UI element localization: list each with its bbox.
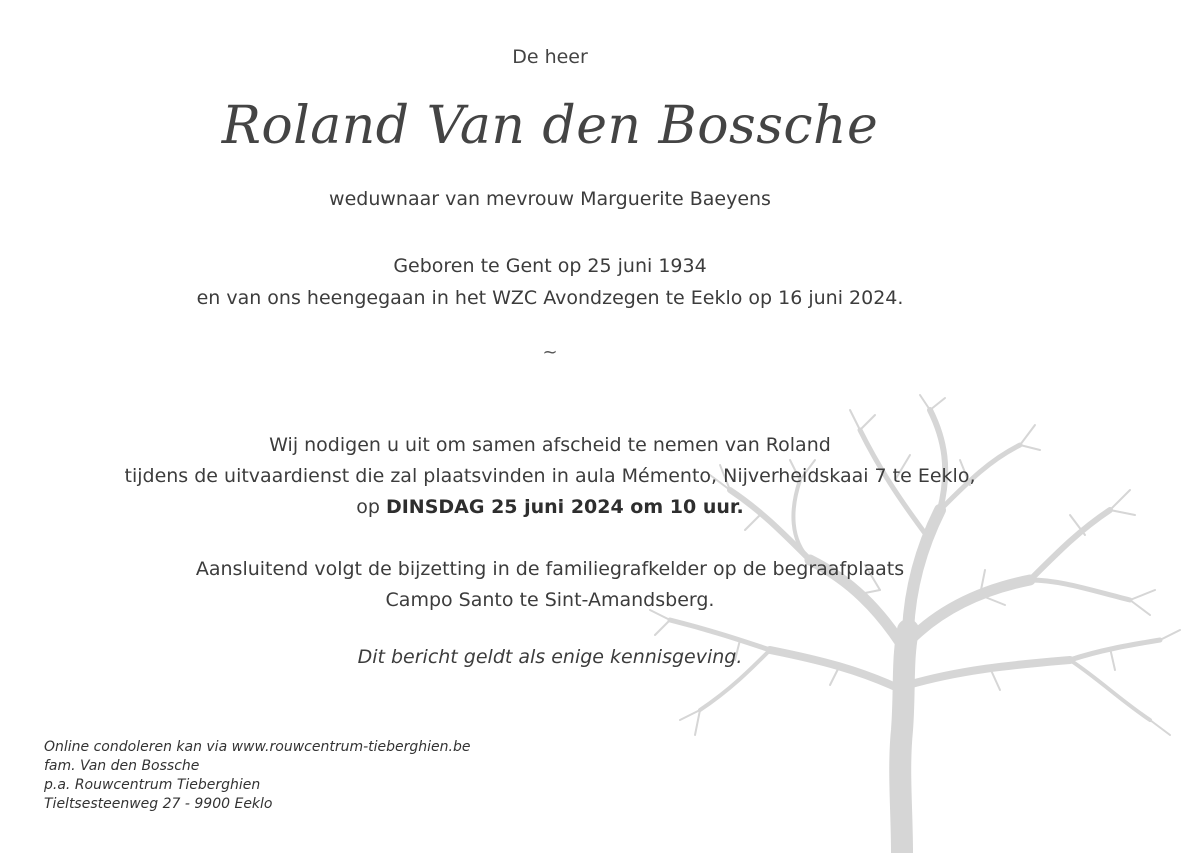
family-name: fam. Van den Bossche	[44, 758, 200, 774]
invitation-line-2: tijdens de uitvaardienst die zal plaatsvinden in aula Mémento, Nijverheidskaai 7 te Eeklo,	[124, 465, 976, 487]
funeral-date: DINSDAG 25 juni 2024 om 10 uur.	[385, 496, 744, 518]
death-line: en van ons heengegaan in het WZC Avondzegen te Eeklo op 16 juni 2024.	[196, 287, 904, 309]
invitation-date-prefix: op	[356, 496, 386, 518]
burial-line-1: Aansluitend volgt de bijzetting in de familiegrafkelder op de begraafplaats	[195, 558, 905, 580]
notice-statement: Dit bericht geldt als enige kennisgeving.	[357, 646, 743, 668]
condolence-link[interactable]: Online condoleren kan via www.rouwcentrum-tieberghien.be	[44, 739, 471, 755]
contact-block	[44, 738, 470, 814]
spouse-line: weduwnaar van mevrouw Marguerite Baeyens	[329, 188, 771, 210]
invitation-line-1: Wij nodigen u uit om samen afscheid te nemen van Roland	[269, 434, 831, 456]
salutation: De heer	[512, 46, 588, 68]
birth-death-info	[0, 250, 1100, 314]
burial-line-2: Campo Santo te Sint-Amandsberg.	[385, 589, 715, 611]
burial-info	[0, 554, 1100, 616]
invitation-line-3	[0, 492, 1100, 523]
funeral-home: p.a. Rouwcentrum Tieberghien	[44, 777, 261, 793]
separator: ~	[542, 342, 558, 363]
deceased-name: Roland Van den Bossche	[221, 96, 879, 156]
birth-line: Geboren te Gent op 25 juni 1934	[393, 255, 707, 277]
funeral-home-address: Tieltsesteenweg 27 - 9900 Eeklo	[44, 796, 273, 812]
funeral-invitation	[0, 430, 1100, 523]
